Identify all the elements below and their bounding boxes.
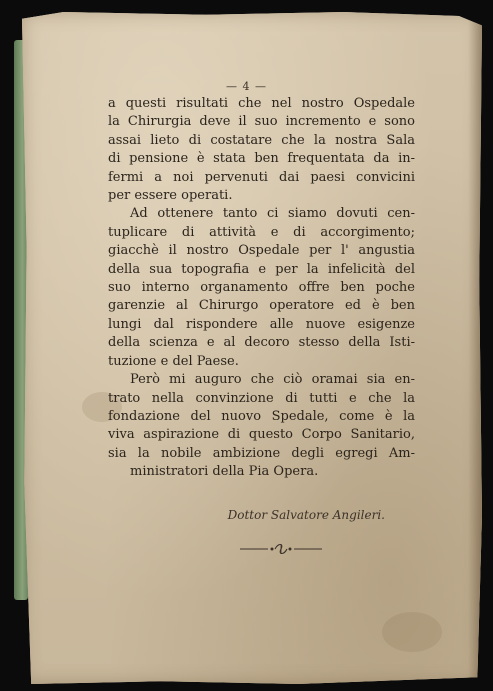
signature: Dottor Salvatore Angileri. (227, 508, 385, 522)
text-line: ministratori della Pia Opera. (130, 464, 319, 480)
text-line: tuplicare di attività e di accorgimento; (108, 224, 415, 240)
text-line: tuzione e del Paese. (108, 353, 239, 369)
text-line: Però mi auguro che ciò oramai sia en- (130, 372, 415, 388)
text-line: di pensione è stata ben frequentata da in- (108, 151, 415, 167)
text-line: giacchè il nostro Ospedale per l' angustia (108, 243, 415, 259)
text-line: fermi a noi pervenuti dai paesi convicini (108, 169, 415, 185)
text-line: Ad ottenere tanto ci siamo dovuti cen- (130, 206, 415, 222)
text-line: sia la nobile ambizione degli egregi Am- (108, 445, 415, 461)
text-line: fondazione del nuovo Spedale, come è la (108, 408, 415, 424)
paragraph-3 (108, 371, 415, 481)
text-line: per essere operati. (108, 188, 233, 204)
paper-stain (382, 612, 442, 652)
text-line: viva aspirazione di questo Corpo Sanitario, (108, 427, 415, 443)
text-line: trato nella convinzione di tutti e che la (108, 390, 415, 406)
text-line: lungi dal rispondere alle nuove esigenze (108, 316, 415, 332)
body-text (108, 95, 415, 482)
ornament-divider-icon (238, 540, 324, 558)
text-line: della scienza e al decoro stesso della Isti- (108, 335, 415, 351)
page-number: — 4 — (226, 80, 267, 93)
paragraph-1 (108, 95, 415, 205)
page-fold-shadow (468, 12, 482, 684)
text-line: suo interno organamento offre ben poche (108, 280, 415, 296)
paragraph-2 (108, 205, 415, 371)
text-line: garenzie al Chirurgo operatore ed è ben (108, 298, 415, 314)
text-line: la Chirurgia deve il suo incremento e sono (108, 114, 415, 130)
text-line: della sua topografia e per la infelicità del (108, 261, 415, 277)
text-line: a questi risultati che nel nostro Ospedale (108, 96, 415, 111)
text-line: assai lieto di costatare che la nostra Sala (108, 132, 415, 148)
